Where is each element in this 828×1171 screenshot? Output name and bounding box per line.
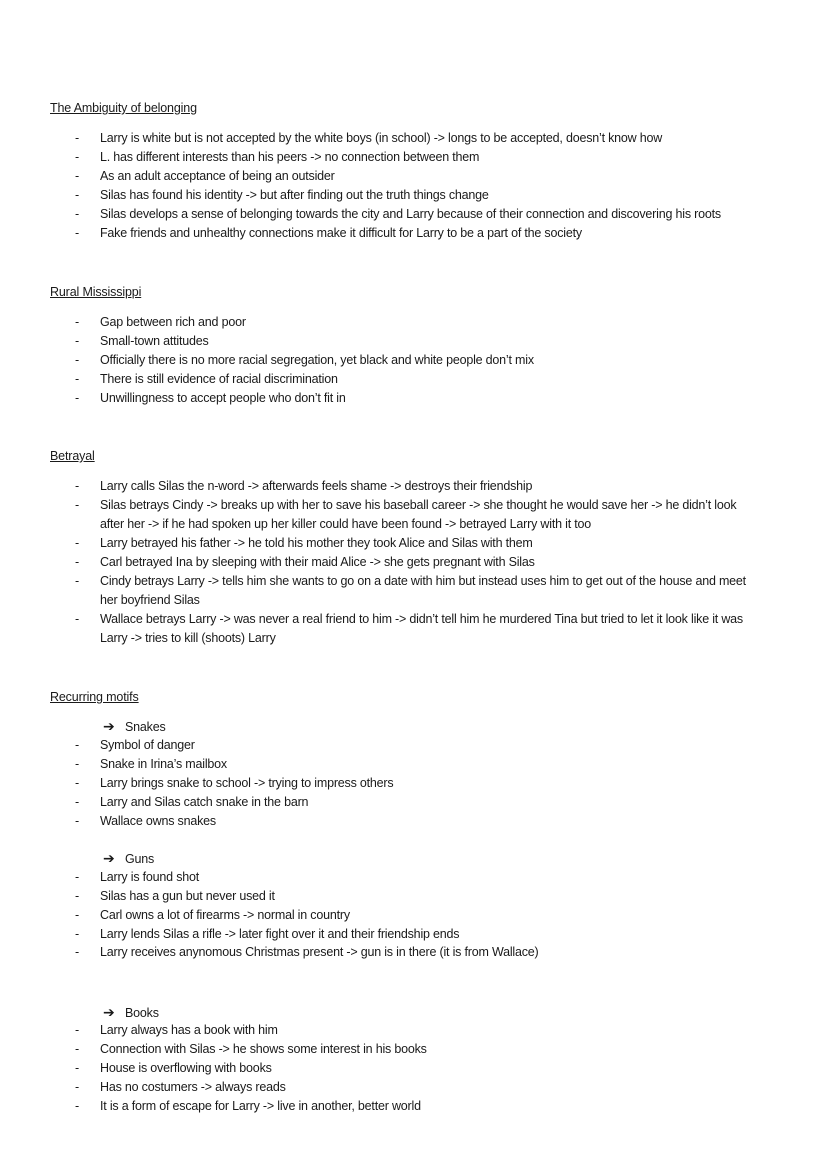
bullet-dash: - (75, 870, 80, 884)
motif-subheading-books (103, 1003, 159, 1023)
bullet-dash: - (75, 498, 80, 512)
motif-label: Books (125, 1006, 159, 1020)
list-item: Larry betrayed his father -> he told his mother they took Alice and Silas with them (100, 536, 533, 550)
bullet-dash: - (75, 391, 80, 405)
arrow-right-icon: ➔ (103, 1004, 115, 1020)
bullet-dash: - (75, 574, 80, 588)
list-item: Silas has a gun but never used it (100, 889, 275, 903)
list-item: Gap between rich and poor (100, 315, 246, 329)
bullet-dash: - (75, 738, 80, 752)
bullet-dash: - (75, 169, 80, 183)
bullet-dash: - (75, 479, 80, 493)
list-item: There is still evidence of racial discrimination (100, 372, 338, 386)
list-item-continuation: after her -> if he had spoken up her killer could have been found -> betrayed Larry with it too (100, 517, 592, 531)
list-item: Larry always has a book with him (100, 1023, 278, 1037)
motif-subheading-snakes (103, 717, 166, 737)
bullet-dash: - (75, 207, 80, 221)
list-item: Larry is white but is not accepted by the white boys (in school) -> longs to be accepted, doesn’t know how (100, 131, 663, 145)
bullet-dash: - (75, 612, 80, 626)
bullet-dash: - (75, 536, 80, 550)
bullet-dash: - (75, 131, 80, 145)
section-heading-betrayal: Betrayal (50, 449, 95, 463)
bullet-dash: - (75, 945, 80, 959)
list-item: Fake friends and unhealthy connections make it difficult for Larry to be a part of the society (100, 226, 582, 240)
bullet-dash: - (75, 372, 80, 386)
motif-label: Snakes (125, 720, 166, 734)
arrow-right-icon: ➔ (103, 850, 115, 866)
list-item: Larry calls Silas the n-word -> afterwards feels shame -> destroys their friendship (100, 479, 533, 493)
list-item: Larry brings snake to school -> trying to impress others (100, 776, 394, 790)
list-item: Larry is found shot (100, 870, 200, 884)
bullet-dash: - (75, 1099, 80, 1113)
bullet-dash: - (75, 188, 80, 202)
section-heading-belonging: The Ambiguity of belonging (50, 101, 197, 115)
bullet-dash: - (75, 757, 80, 771)
bullet-dash: - (75, 889, 80, 903)
bullet-dash: - (75, 334, 80, 348)
bullet-dash: - (75, 1042, 80, 1056)
list-item: Carl betrayed Ina by sleeping with their maid Alice -> she gets pregnant with Silas (100, 555, 535, 569)
bullet-dash: - (75, 150, 80, 164)
list-item: Carl owns a lot of firearms -> normal in country (100, 908, 350, 922)
bullet-dash: - (75, 1023, 80, 1037)
list-item: Silas develops a sense of belonging towards the city and Larry because of their connection and discovering his roots (100, 207, 721, 221)
list-item: Cindy betrays Larry -> tells him she wants to go on a date with him but instead uses him to get out of the house and meet (100, 574, 746, 588)
list-item-continuation: Larry -> tries to kill (shoots) Larry (100, 631, 276, 645)
list-item: Has no costumers -> always reads (100, 1080, 286, 1094)
list-item: House is overflowing with books (100, 1061, 272, 1075)
list-item: Larry and Silas catch snake in the barn (100, 795, 309, 809)
list-item: L. has different interests than his peers -> no connection between them (100, 150, 480, 164)
bullet-dash: - (75, 315, 80, 329)
list-item: Connection with Silas -> he shows some interest in his books (100, 1042, 427, 1056)
bullet-dash: - (75, 555, 80, 569)
list-item-continuation: her boyfriend Silas (100, 593, 200, 607)
list-item: Silas has found his identity -> but after finding out the truth things change (100, 188, 489, 202)
bullet-dash: - (75, 908, 80, 922)
section-heading-rural: Rural Mississippi (50, 285, 142, 299)
list-item: Officially there is no more racial segregation, yet black and white people don’t mix (100, 353, 534, 367)
bullet-dash: - (75, 353, 80, 367)
bullet-dash: - (75, 795, 80, 809)
list-item: As an adult acceptance of being an outsider (100, 169, 335, 183)
motif-label: Guns (125, 852, 155, 866)
list-item: It is a form of escape for Larry -> live in another, better world (100, 1099, 421, 1113)
bullet-dash: - (75, 776, 80, 790)
bullet-dash: - (75, 927, 80, 941)
list-item: Symbol of danger (100, 738, 195, 752)
motif-subheading-guns (103, 849, 154, 869)
arrow-right-icon: ➔ (103, 718, 115, 734)
list-item: Small-town attitudes (100, 334, 209, 348)
bullet-dash: - (75, 226, 80, 240)
section-heading-motifs: Recurring motifs (50, 690, 139, 704)
list-item: Snake in Irina’s mailbox (100, 757, 227, 771)
bullet-dash: - (75, 814, 80, 828)
bullet-dash: - (75, 1080, 80, 1094)
bullet-dash: - (75, 1061, 80, 1075)
list-item: Silas betrays Cindy -> breaks up with her to save his baseball career -> she thought he would save her -> he didn’t look (100, 498, 737, 512)
list-item: Larry receives anynomous Christmas present -> gun is in there (it is from Wallace) (100, 945, 539, 959)
list-item: Wallace betrays Larry -> was never a real friend to him -> didn’t tell him he murdered Tina but tried to let it look like it was (100, 612, 743, 626)
list-item: Unwillingness to accept people who don’t fit in (100, 391, 346, 405)
list-item: Wallace owns snakes (100, 814, 216, 828)
list-item: Larry lends Silas a rifle -> later fight over it and their friendship ends (100, 927, 460, 941)
